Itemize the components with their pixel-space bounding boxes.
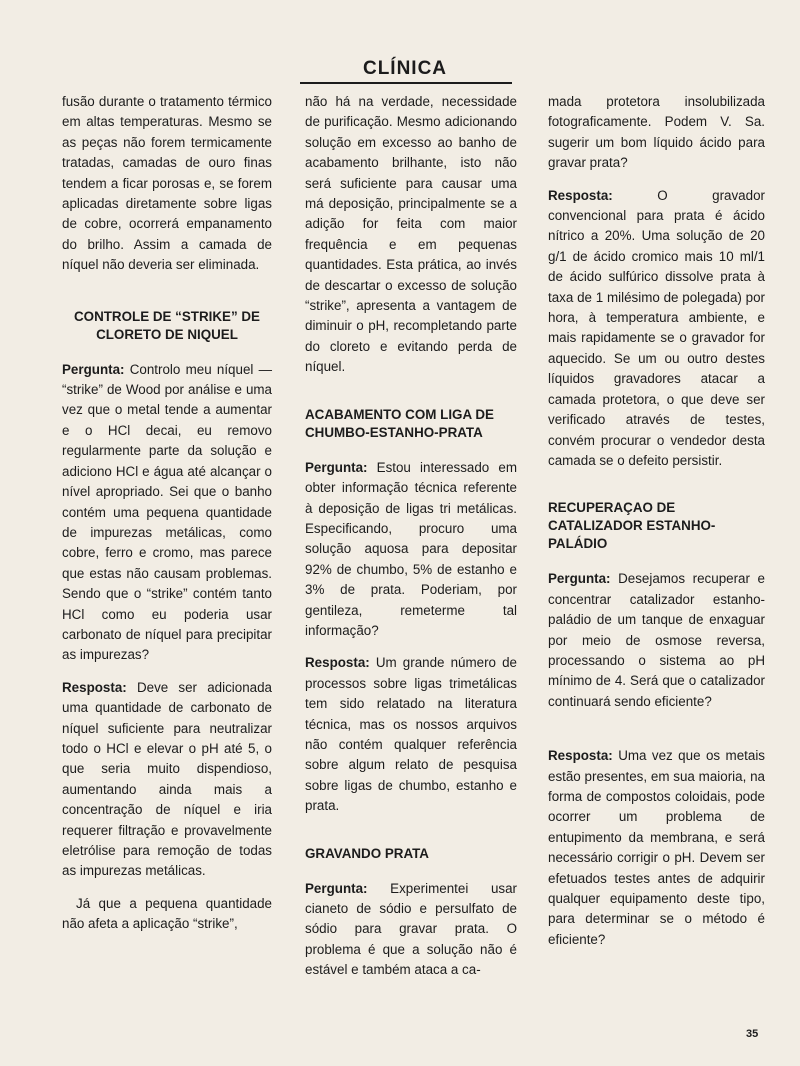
answer-paragraph — [548, 746, 765, 950]
column-2 — [305, 92, 517, 993]
question-paragraph — [62, 360, 272, 666]
question-text: Estou interessado em obter informação técnica referente à deposição de ligas tri metálicas. Especificando, procuro uma solução aquosa para depositar 92% de chumbo, 5% de estanho e 3% de prata. Poderiam, por gentileza, remeterme tal informação? — [305, 459, 517, 638]
answer-label: Resposta: — [305, 655, 370, 671]
question-label: Pergunta: — [305, 459, 368, 475]
question-label: Pergunta: — [305, 880, 368, 896]
answer-paragraph — [305, 653, 517, 816]
column-1 — [62, 92, 272, 947]
answer-label: Resposta: — [548, 187, 613, 203]
question-label: Pergunta: — [62, 361, 125, 377]
question-paragraph — [305, 879, 517, 981]
answer-text: Uma vez que os metais estão presentes, em sua maioria, na forma de compostos coloidais, pode ocorrer um problema de entupimento da membrana, e será necessário corrigir o pH. Devem ser efetuados testes antes de adquirir qualquer equipamento deste tipo, para determinar se o método é eficiente? — [548, 748, 765, 947]
answer-text: Um grande número de processos sobre ligas trimetálicas tem sido relatado na literatura técnica, mas os nossos arquivos não contém qualquer referência sobre algum relato de pesquisa sobre ligas de chumbo, estanho e prata. — [305, 655, 517, 814]
question-text: Desejamos recuperar e concentrar catalizador estanho-paládio de um tanque de enxaguar por meio de osmose reversa, processando o sistema ao pH mínimo de 4. Será que o catalizador continuará sendo eficiente? — [548, 571, 765, 709]
paragraph: fusão durante o tratamento térmico em altas temperaturas. Mesmo se as peças não forem termicamente tratadas, camadas de ouro finas tendem a ficar porosas e, se forem aplicadas diretamente sobre ligas de cobre, ocorrerá empanamento do brilho. Assim a camada de níquel não deveria ser eliminada. — [62, 94, 272, 273]
column-3 — [548, 92, 765, 962]
paragraph: não há na verdade, necessidade de purificação. Mesmo adicionando solução em excesso ao banho de acabamento brilhante, isto não será suficiente para causar uma má deposição, principalmente se a adição for feita com maior frequência e em pequenas quantidades. Esta prática, ao invés de descartar o excesso de solução “strike”, apresenta a vantagem de diminuir o pH, recompletando parte do cloreto e evitando perda de níquel. — [305, 94, 517, 375]
answer-text: Deve ser adicionada uma quantidade de carbonato de níquel suficiente para neutralizar todo o HCl e elevar o pH até 5, o que seria muito dispendioso, aumentando ainda mais a concentração de níquel e iria requerer filtração e provavelmente eletrólise para remoção de todas as impurezas metálicas. — [62, 679, 272, 879]
paragraph: mada protetora insolubilizada fotograficamente. Podem V. Sa. sugerir um bom líquido ácido para gravar prata? — [548, 94, 765, 171]
answer-text: O gravador convencional para prata é ácido nítrico a 20%. Uma solução de 20 g/1 de ácido cromico mais 10 ml/1 de ácido sulfúrico dissolve prata à taxa de 1 milésimo de polegada) por hora, à temperatura ambiente, e mais rapidamente se o gravador for aquecido. Se um ou outro destes líquidos gravadores atacar a camada protetora, o que deve ser verificado através de testes, convém procurar o vendedor desta camada se o defeito persistir. — [548, 187, 765, 468]
title-underline — [300, 82, 512, 84]
answer-label: Resposta: — [62, 679, 127, 695]
article-heading: CONTROLE DE “STRIKE” DE CLORETO DE NIQUEL — [74, 308, 260, 342]
page-number: 35 — [746, 1028, 759, 1040]
answer-label: Resposta: — [548, 748, 613, 764]
question-text: Controlo meu níquel — “strike” de Wood por análise e uma vez que o metal tende a aumentar e o HCl decai, eu removo regularmente parte da solução e adiciono HCl e água até alcançar o nível apropriado. Sei que o banho contém uma pequena quantidade de impurezas metálicas, como cobre, ferro e cromo, mas parece que estas não causam problemas. Sendo que o “strike” contém tanto HCl como eu poderia usar carbonato de níquel para precipitar as impurezas? — [62, 361, 272, 663]
question-paragraph — [548, 569, 765, 712]
question-paragraph — [305, 458, 517, 642]
question-text: Experimentei usar cianeto de sódio e persulfato de sódio para gravar prata. O problema é que a solução não é estável e também ataca a ca- — [305, 880, 517, 978]
article-heading: ACABAMENTO COM LIGA DE CHUMBO-ESTANHO-PRATA — [305, 406, 494, 440]
article-heading: RECUPERAÇAO DE CATALIZADOR ESTANHO-PALÁDIO — [548, 500, 716, 552]
answer-paragraph — [62, 678, 272, 882]
paragraph: Já que a pequena quantidade não afeta a aplicação “strike”, — [62, 895, 272, 932]
answer-paragraph — [548, 186, 765, 472]
section-title: CLÍNICA — [362, 58, 448, 79]
article-heading: GRAVANDO PRATA — [305, 845, 429, 861]
question-label: Pergunta: — [548, 571, 611, 587]
